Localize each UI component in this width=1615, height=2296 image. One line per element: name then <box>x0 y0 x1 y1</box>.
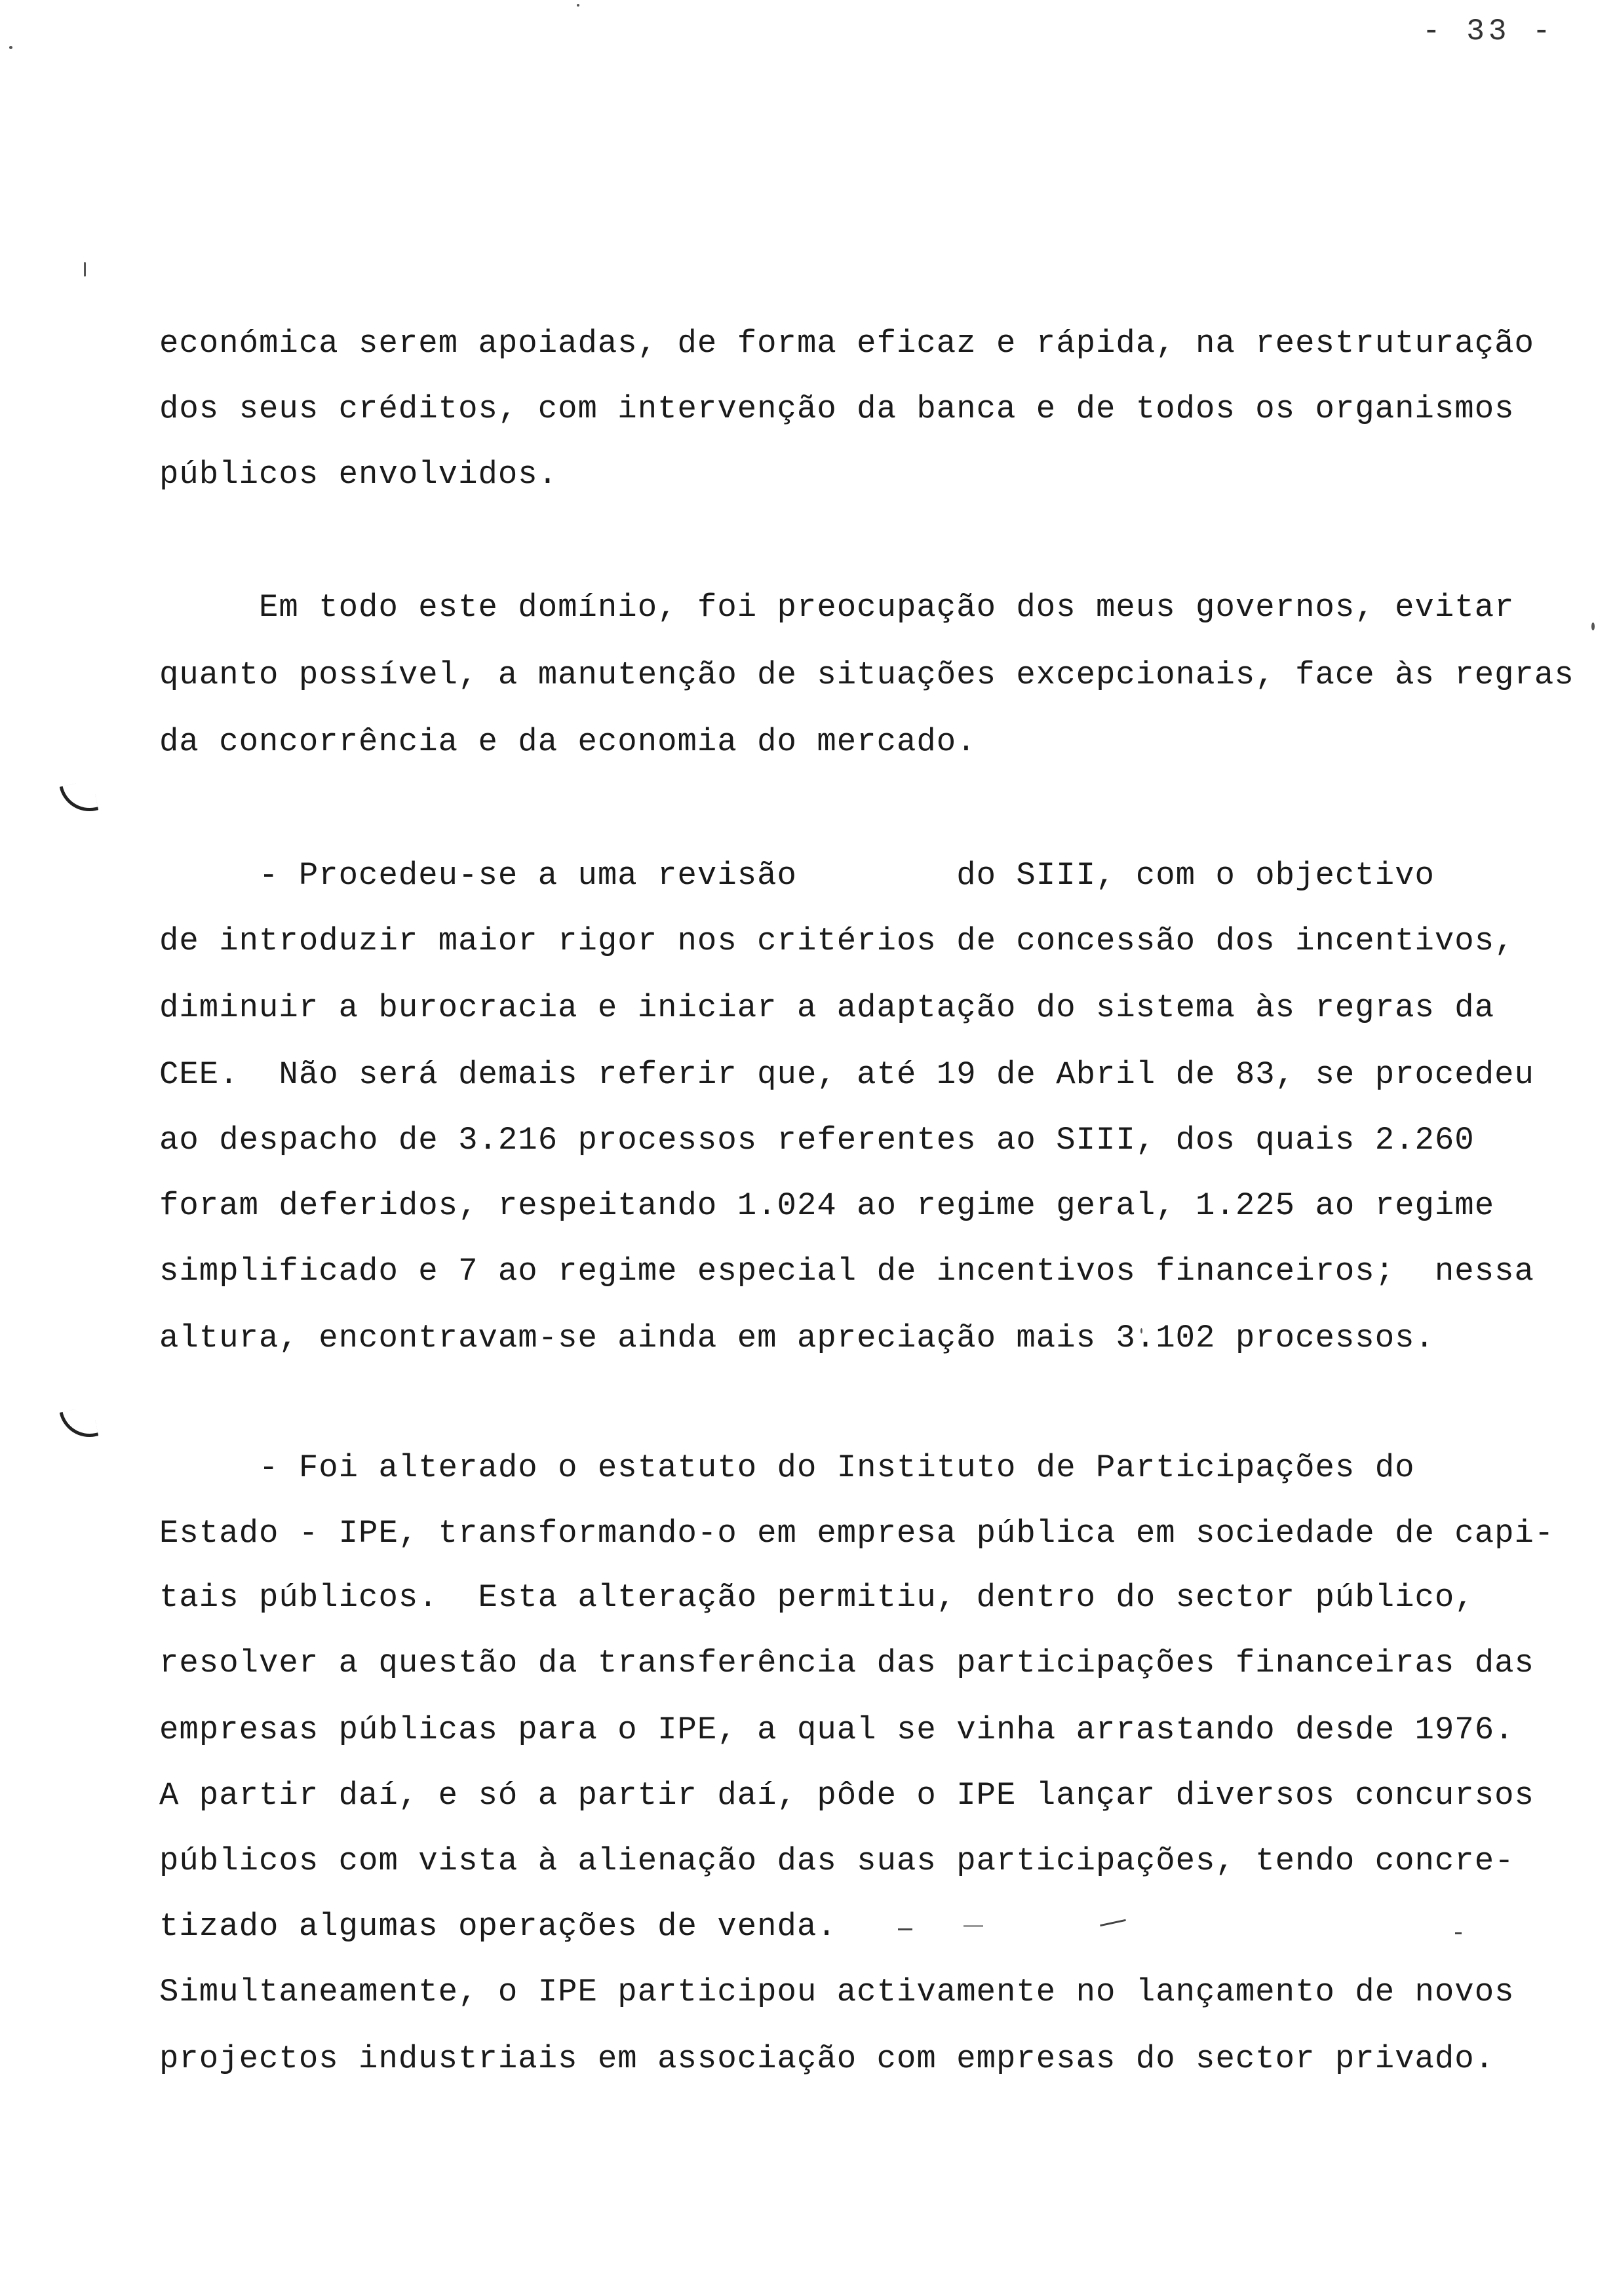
paragraph-1-line-2: dos seus créditos, com intervenção da banca e de todos os organismos <box>159 391 1515 427</box>
margin-mark-2 <box>60 1406 99 1443</box>
paragraph-3-line-6: foram deferidos, respeitando 1.024 ao regime geral, 1.225 ao regime <box>159 1187 1495 1224</box>
paragraph-4-line-3: tais públicos. Esta alteração permitiu, dentro do sector público, <box>159 1579 1475 1616</box>
paragraph-3-line-3: diminuir a burocracia e iniciar a adaptação do sistema às regras da <box>159 989 1495 1026</box>
paragraph-3-line-8: altura, encontravam-se ainda em apreciação mais 3.102 processos. <box>159 1320 1435 1356</box>
paragraph-3-line-1: - Procedeu-se a uma revisão do SIII, com o objectivo <box>159 857 1435 894</box>
scan-mark <box>1455 1932 1462 1934</box>
paragraph-4-line-2: Estado - IPE, transformando-o em empresa pública em sociedade de capi- <box>159 1515 1555 1552</box>
scan-speck <box>577 4 579 7</box>
margin-mark-1 <box>60 780 99 817</box>
page-number: - 33 - <box>1422 14 1555 48</box>
paragraph-2-line-1: Em todo este domínio, foi preocupação dos meus governos, evitar <box>159 589 1515 626</box>
paragraph-4-line-8: tizado algumas operações de venda. <box>159 1908 837 1945</box>
paragraph-2-line-2: quanto possível, a manutenção de situações excepcionais, face às regras <box>159 657 1574 693</box>
scan-mark <box>898 1928 912 1930</box>
paragraph-3-line-2: de introduzir maior rigor nos critérios de concessão dos incentivos, <box>159 923 1515 959</box>
paragraph-4-line-1: - Foi alterado o estatuto do Instituto de Participações do <box>159 1449 1415 1486</box>
paragraph-4-line-9: Simultaneamente, o IPE participou activamente no lançamento de novos <box>159 1974 1515 2010</box>
paragraph-1-line-1: económica serem apoiadas, de forma eficaz e rápida, na reestruturação <box>159 325 1534 362</box>
scan-speck <box>9 46 12 49</box>
paragraph-3-line-4: CEE. Não será demais referir que, até 19 de Abril de 83, se procedeu <box>159 1056 1534 1093</box>
paragraph-4-line-4: resolver a questão da transferência das participações financeiras das <box>159 1645 1534 1681</box>
paragraph-4-line-7: públicos com vista à alienação das suas participações, tendo concre- <box>159 1843 1515 1879</box>
scan-speck <box>1591 622 1595 630</box>
scan-mark <box>1100 1919 1126 1926</box>
paragraph-4-line-5: empresas públicas para o IPE, a qual se vinha arrastando desde 1976. <box>159 1712 1515 1748</box>
paragraph-3-line-7: simplificado e 7 ao regime especial de incentivos financeiros; nessa <box>159 1253 1534 1290</box>
paragraph-4-line-6: A partir daí, e só a partir daí, pôde o IPE lançar diversos concursos <box>159 1777 1534 1814</box>
scan-speck <box>84 262 86 277</box>
paragraph-4-line-10: projectos industriais em associação com empresas do sector privado. <box>159 2040 1495 2077</box>
paragraph-2-line-3: da concorrência e da economia do mercado. <box>159 723 977 760</box>
paragraph-3-line-5: ao despacho de 3.216 processos referentes ao SIII, dos quais 2.260 <box>159 1122 1475 1158</box>
paragraph-1-line-3: públicos envolvidos. <box>159 456 558 493</box>
scan-mark <box>963 1925 983 1927</box>
